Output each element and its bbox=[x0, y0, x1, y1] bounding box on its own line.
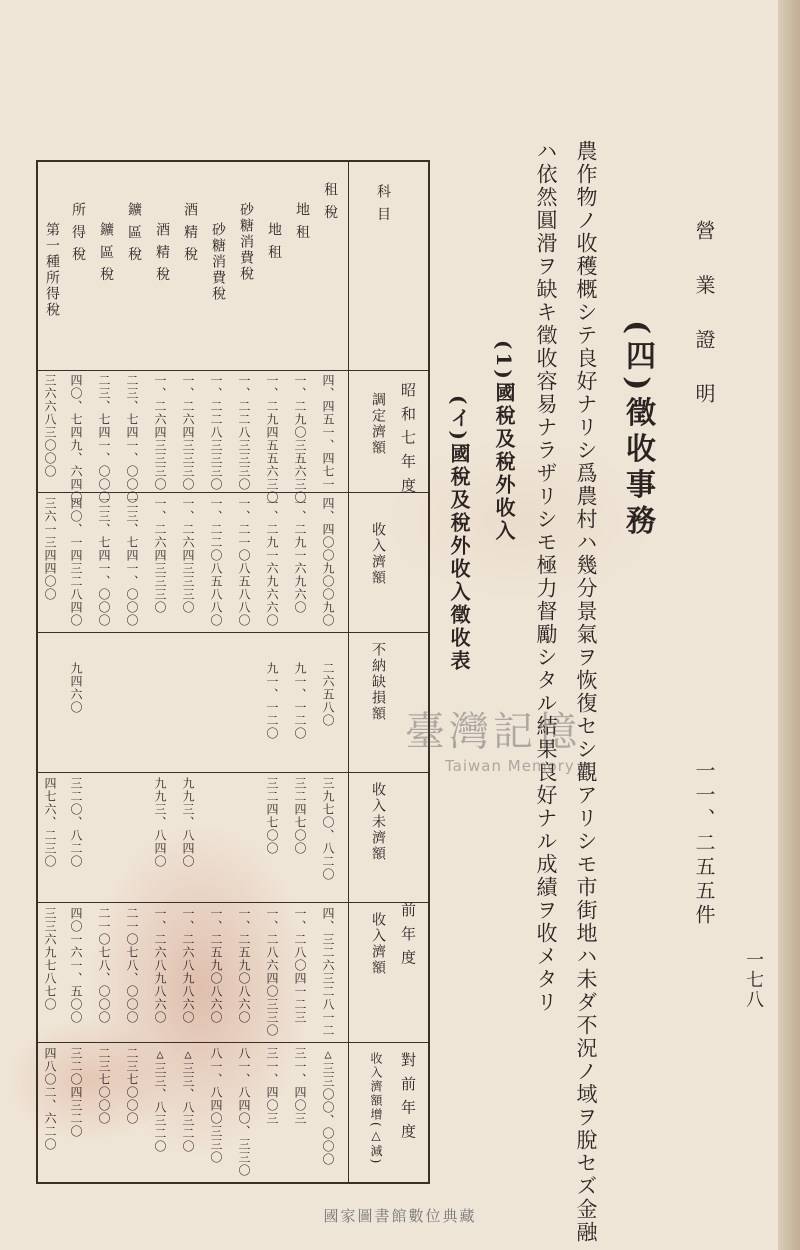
watermark-en: Taiwan Memory bbox=[445, 757, 575, 775]
table-cell: 二六五八〇 bbox=[321, 662, 335, 727]
table-cell: 二一〇七八、〇〇〇 bbox=[97, 907, 111, 1024]
header-row-divider bbox=[348, 370, 428, 371]
table-cell: △三三〇〇、〇〇〇 bbox=[321, 1047, 335, 1166]
row-label: 租 稅 bbox=[322, 182, 338, 221]
column-divider bbox=[348, 162, 349, 1182]
header-received: 收入濟額 bbox=[370, 522, 386, 586]
header-loss: 不納缺損額 bbox=[370, 642, 386, 722]
table-cell: 二三、七四一、〇〇〇 bbox=[125, 497, 139, 627]
row-label: 地 租 bbox=[266, 222, 282, 261]
row-label: 砂糖消費稅 bbox=[238, 202, 254, 282]
table-cell: 一、二六四三三三〇 bbox=[181, 497, 195, 614]
watermark bbox=[405, 700, 581, 775]
table-cell: 二三七〇〇〇 bbox=[97, 1047, 111, 1125]
row-label: 砂糖消費稅 bbox=[210, 222, 226, 302]
body-line-1: 農作物ノ收穫概シテ良好ナリシ爲農村ハ幾分景氣ヲ恢復セシ觀アリシモ市街地ハ未ダ不況ノ域ヲ脫セズ金融 bbox=[574, 140, 598, 1244]
row-label: 所 得 稅 bbox=[70, 202, 86, 263]
table-cell: 一、二六四三三三〇 bbox=[153, 497, 167, 614]
header-row-divider bbox=[38, 370, 348, 371]
table-cell: 二一〇七八、〇〇〇 bbox=[125, 907, 139, 1024]
table-cell: 二三、七四一、〇〇〇 bbox=[97, 374, 111, 504]
table-cell: 一、二二八三三三〇 bbox=[237, 374, 251, 491]
table-cell: 三二〇、八二〇 bbox=[69, 777, 83, 868]
table-cell: 三二〇四三二〇 bbox=[69, 1047, 83, 1138]
table-cell: 一、二八〇四一二三 bbox=[293, 907, 307, 1024]
table-cell: 一、二二八三三三〇 bbox=[209, 374, 223, 491]
table-cell: 三六六八三〇〇〇 bbox=[43, 374, 57, 478]
row-label: 鑛 區 稅 bbox=[126, 202, 142, 263]
header-prev-received: 收入濟額 bbox=[370, 912, 386, 976]
table-cell: 四〇、一四三二八四〇 bbox=[69, 497, 83, 627]
watermark-cn: 臺灣記憶 bbox=[405, 709, 581, 755]
case-count: 一一、二五五件 bbox=[692, 760, 716, 928]
footer-credit: 國家圖書館數位典藏 bbox=[323, 1207, 477, 1225]
table-cell: 二三、七四一、〇〇〇 bbox=[97, 497, 111, 627]
table-cell: 一、二六八九八六〇 bbox=[153, 907, 167, 1024]
row-label: 酒 精 稅 bbox=[182, 202, 198, 263]
table-cell: △三三、八三二〇 bbox=[181, 1047, 195, 1153]
table-cell: 九一、一二〇 bbox=[265, 662, 279, 740]
table-cell: 二三七〇〇〇 bbox=[125, 1047, 139, 1125]
table-cell: 四、四五一、四七一 bbox=[321, 374, 335, 491]
row-divider bbox=[38, 632, 428, 633]
table-cell: 一、二九一六九六六〇 bbox=[265, 497, 279, 627]
compare-label: 對 前 年 度 bbox=[399, 1052, 417, 1141]
subsection-table-title: (イ)國稅及稅外收入徵收表 bbox=[447, 395, 471, 673]
prev-year-label: 前 年 度 bbox=[399, 902, 417, 967]
body-line-2: ハ依然圓滑ヲ缺キ徵收容易ナラザリシモ極力督勵シタル結果良好ナル成績ヲ收メタリ bbox=[534, 140, 558, 1014]
row-label: 酒 精 稅 bbox=[154, 222, 170, 283]
row-divider bbox=[38, 772, 428, 773]
table-cell: 三三六九七八七〇 bbox=[43, 907, 57, 1011]
table-cell: 一、二八六四〇三三〇 bbox=[265, 907, 279, 1037]
table-cell: 三六一三四四〇〇 bbox=[43, 497, 57, 601]
table-cell: 一、二九四五五六三〇 bbox=[265, 374, 279, 504]
table-cell: 一、二二〇八五八八〇 bbox=[209, 497, 223, 627]
row-label: 地 租 bbox=[294, 202, 310, 241]
table-cell: 四八〇二、六二〇 bbox=[43, 1047, 57, 1151]
table-cell: 九九三、八四〇 bbox=[153, 777, 167, 868]
column-header-subject: 科 目 bbox=[375, 184, 391, 223]
table-cell: 一、二六八九八六〇 bbox=[181, 907, 195, 1024]
table-cell: 三九七〇、八二〇 bbox=[321, 777, 335, 881]
table-cell: 二三、七四一、〇〇〇 bbox=[125, 374, 139, 504]
table-cell: 九四六〇 bbox=[69, 662, 83, 714]
table-cell: 一、二六四三三三〇 bbox=[181, 374, 195, 491]
table-cell: 一、二五九〇八六〇 bbox=[209, 907, 223, 1024]
year-label: 昭 和 七 年 度 bbox=[399, 382, 417, 495]
table-cell: 八一、八四〇三三〇 bbox=[209, 1047, 223, 1164]
page-binding bbox=[778, 0, 800, 1250]
table-cell: 九一、一二〇 bbox=[293, 662, 307, 740]
row-label: 鑛 區 稅 bbox=[98, 222, 114, 283]
table-cell: 一、二五九〇八六〇 bbox=[237, 907, 251, 1024]
subsection-1: (1)國稅及稅外收入 bbox=[492, 340, 516, 543]
table-cell: △三三、八三二〇 bbox=[153, 1047, 167, 1153]
table-cell: 九九三、八四〇 bbox=[181, 777, 195, 868]
header-change: 收入濟額增(△減) bbox=[369, 1052, 383, 1166]
table-cell: 一、二一〇八五八八〇 bbox=[237, 497, 251, 627]
table-cell: 四七六、二三〇 bbox=[43, 777, 57, 868]
page-number: 一七八 bbox=[743, 950, 764, 1010]
table-cell: 三一、四〇三 bbox=[265, 1047, 279, 1125]
table-cell: 八一、八四〇、三三〇 bbox=[237, 1047, 251, 1177]
header-assessed: 調定濟額 bbox=[370, 392, 386, 456]
tax-table bbox=[36, 160, 430, 1184]
table-cell: 一、二六四三三三〇 bbox=[153, 374, 167, 491]
row-label: 第一種所得稅 bbox=[44, 222, 60, 318]
section-heading: (四)徵收事務 bbox=[620, 320, 655, 541]
table-cell: 四〇一六一、五〇〇 bbox=[69, 907, 83, 1024]
row-divider bbox=[38, 902, 428, 903]
table-cell: 一、二九一六九六〇 bbox=[293, 497, 307, 614]
table-cell: 三二四七〇〇 bbox=[293, 777, 307, 855]
row-divider bbox=[38, 1042, 428, 1043]
table-cell: 四、三二六三二八一二 bbox=[321, 907, 335, 1037]
table-cell: 三一、四〇三 bbox=[293, 1047, 307, 1125]
table-cell: 四〇、七四九、六四〇 bbox=[69, 374, 83, 504]
table-cell: 一、二九〇三五六三〇 bbox=[293, 374, 307, 504]
running-header: 營 業 證 明 bbox=[692, 220, 716, 418]
table-cell: 三二四七〇〇 bbox=[265, 777, 279, 855]
table-cell: 四、四〇〇九〇〇九〇 bbox=[321, 497, 335, 627]
header-unreceived: 收入未濟額 bbox=[370, 782, 386, 862]
